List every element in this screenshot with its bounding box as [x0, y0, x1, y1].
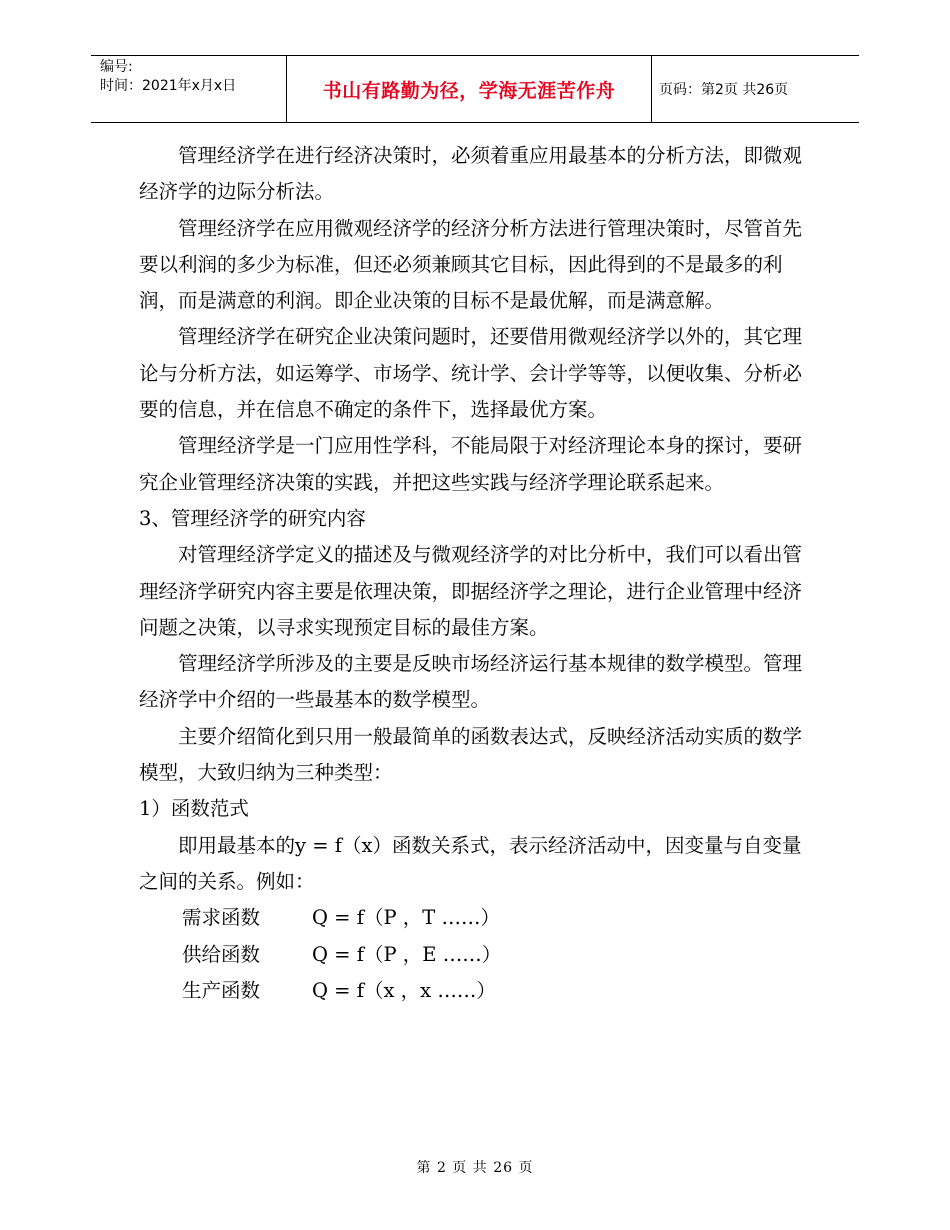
formula-expression: Q = f（x ，x ……）	[312, 978, 496, 1002]
paragraph: 即用最基本的y = f（x）函数关系式，表示经济活动中，因变量与自变量之间的关系。例如：	[139, 833, 802, 893]
footer-page-number: 第 2 页 共 26 页	[416, 1160, 534, 1176]
paragraph: 管理经济学在进行经济决策时，必须着重应用最基本的分析方法，即微观经济学的边际分析法。	[139, 144, 803, 204]
formula-row	[139, 973, 819, 1009]
page-info-text: 页码：第2页 共26页	[659, 82, 789, 98]
paragraph: 管理经济学在研究企业决策问题时，还要借用微观经济学以外的，其它理论与分析方法，如运筹学、市场学、统计学、会计学等等，以便收集、分析必要的信息，并在信息不确定的条件下，选择最优方案。	[139, 325, 803, 422]
motto-text: 书山有路勤为径，学海无涯苦作舟	[322, 79, 616, 102]
paragraph: 主要介绍简化到只用一般最简单的函数表达式，反映经济活动实质的数学模型，大致归纳为三种类型：	[139, 724, 803, 785]
document-body	[139, 138, 819, 1009]
header-motto-cell	[286, 56, 652, 122]
formula-row	[139, 937, 819, 973]
formula-expression: Q = f（P ，E ……）	[312, 942, 502, 966]
page-footer	[0, 1157, 950, 1177]
formula-expression: Q = f（P ，T ……）	[312, 906, 500, 930]
section-heading: 3、管理经济学的研究内容	[139, 506, 366, 530]
header-meta	[100, 58, 236, 96]
paragraph: 对管理经济学定义的描述及与微观经济学的对比分析中，我们可以看出管理经济学研究内容主要是依理决策，即据经济学之理论，进行企业管理中经济问题之决策，以寻求实现预定目标的最佳方案。	[139, 543, 803, 639]
document-time: 时间：2021年x月x日	[100, 78, 237, 94]
paragraph: 管理经济学是一门应用性学科，不能局限于对经济理论本身的探讨，要研究企业管理经济决策的实践，并把这些实践与经济学理论联系起来。	[139, 434, 803, 494]
formula-row	[139, 900, 819, 936]
subsection-heading: 1）函数范式	[139, 797, 249, 821]
paragraph: 管理经济学在应用微观经济学的经济分析方法进行管理决策时，尽管首先要以利润的多少为标准，但还必须兼顾其它目标，因此得到的不是最多的利润，而是满意的利润。即企业决策的目标不是最优解，而是满意解。	[139, 216, 803, 313]
formula-name: 供给函数	[182, 942, 261, 966]
formula-name: 生产函数	[182, 978, 261, 1002]
formula-name: 需求函数	[182, 906, 261, 930]
document-number-label: 编号:	[100, 59, 133, 75]
page-header	[91, 55, 859, 123]
header-page-info	[659, 56, 788, 122]
paragraph: 管理经济学所涉及的主要是反映市场经济运行基本规律的数学模型。管理经济学中介绍的一些最基本的数学模型。	[139, 652, 803, 712]
